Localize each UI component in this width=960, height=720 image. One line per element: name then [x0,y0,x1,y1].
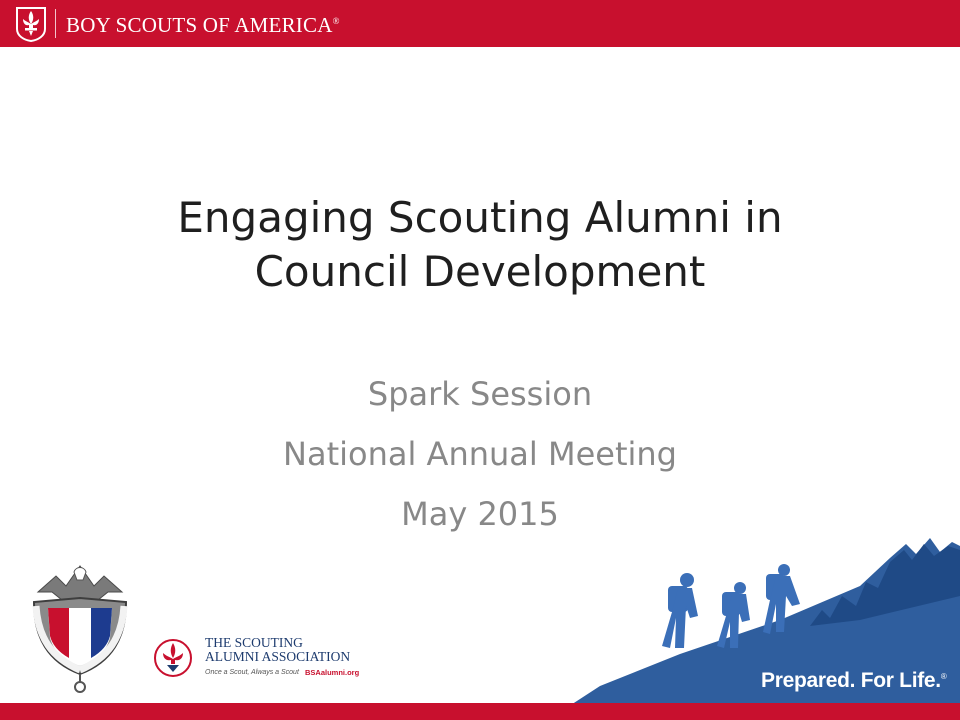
subtitle-event: National Annual Meeting [283,435,677,473]
hiker-1-icon [662,573,698,648]
alumni-tagline: Once a Scout, Always a Scout [205,669,299,676]
slide-title-line-2: Council Development [254,247,706,296]
alumni-line-1: THE SCOUTING [205,635,303,650]
alumni-line-2: ALUMNI ASSOCIATION [205,649,351,664]
brand-name: BOY SCOUTS OF AMERICA® [66,13,340,37]
alumni-association-logo [150,632,365,687]
slide-subtitle [60,364,900,544]
alumni-fleur-de-lis-icon [150,638,196,678]
eagle-scout-badge-icon [26,558,134,696]
footer-bar [0,703,960,720]
footer-tagline: Prepared. For Life.® [761,669,947,692]
brand-divider [55,9,56,38]
subtitle-date: May 2015 [401,495,559,533]
subtitle-session: Spark Session [367,375,593,413]
slide-title-line-1: Engaging Scouting Alumni in [177,193,783,242]
brand-header-bar [0,0,960,47]
slide-title [60,191,900,299]
fleur-de-lis-icon [14,5,48,42]
alumni-url: BSAalumni.org [305,668,360,677]
